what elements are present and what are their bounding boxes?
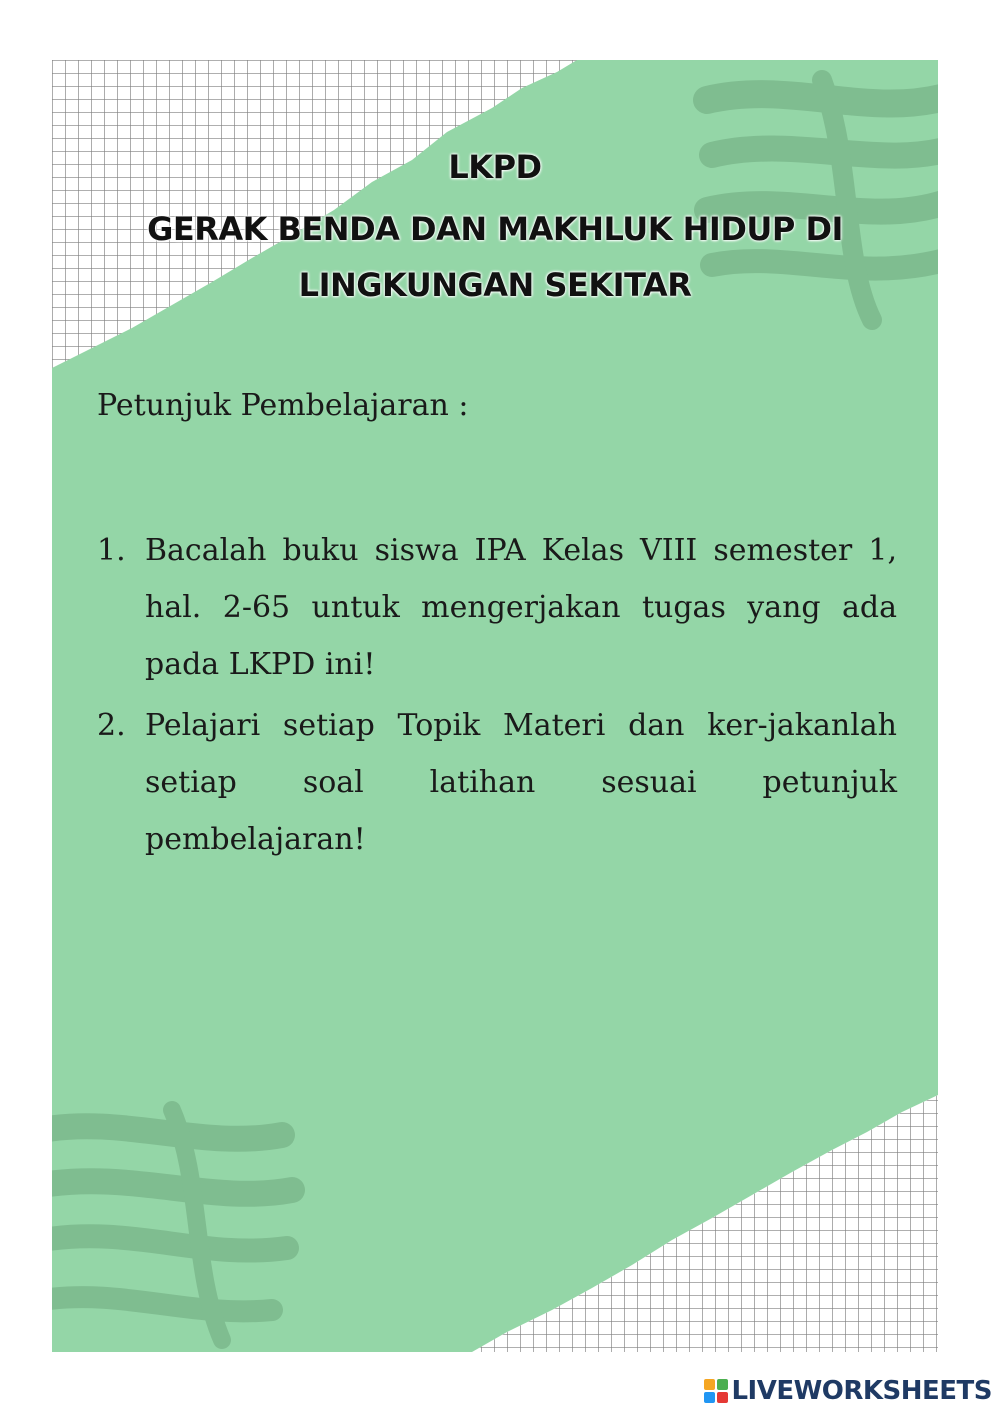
liveworksheets-logo-icon (704, 1379, 728, 1403)
instruction-step (97, 697, 897, 868)
document-title: LKPD (448, 148, 542, 186)
step-number: 2. (97, 708, 126, 743)
worksheet-card (52, 60, 938, 1352)
step-text: Pelajari setiap Topik Materi dan ker-jakanlah setiap soal latihan sesuai petunjuk pembelajaran! (145, 708, 897, 857)
instructions-heading: Petunjuk Pembelajaran : (97, 388, 469, 423)
step-text: Bacalah buku siswa IPA Kelas VIII semester 1, hal. 2-65 untuk mengerjakan tugas yang ada pada LKPD ini! (145, 533, 897, 682)
instruction-list (97, 522, 897, 872)
instruction-step (97, 522, 897, 693)
step-number: 1. (97, 533, 126, 568)
document-subtitle-line1: GERAK BENDA DAN MAKHLUK HIDUP DI (147, 210, 843, 248)
liveworksheets-logo[interactable] (704, 1374, 992, 1408)
brush-strokes-bottom (52, 1110, 292, 1340)
brand-name: LIVEWORKSHEETS (731, 1376, 992, 1406)
document-subtitle-line2: LINGKUNGAN SEKITAR (298, 266, 692, 304)
